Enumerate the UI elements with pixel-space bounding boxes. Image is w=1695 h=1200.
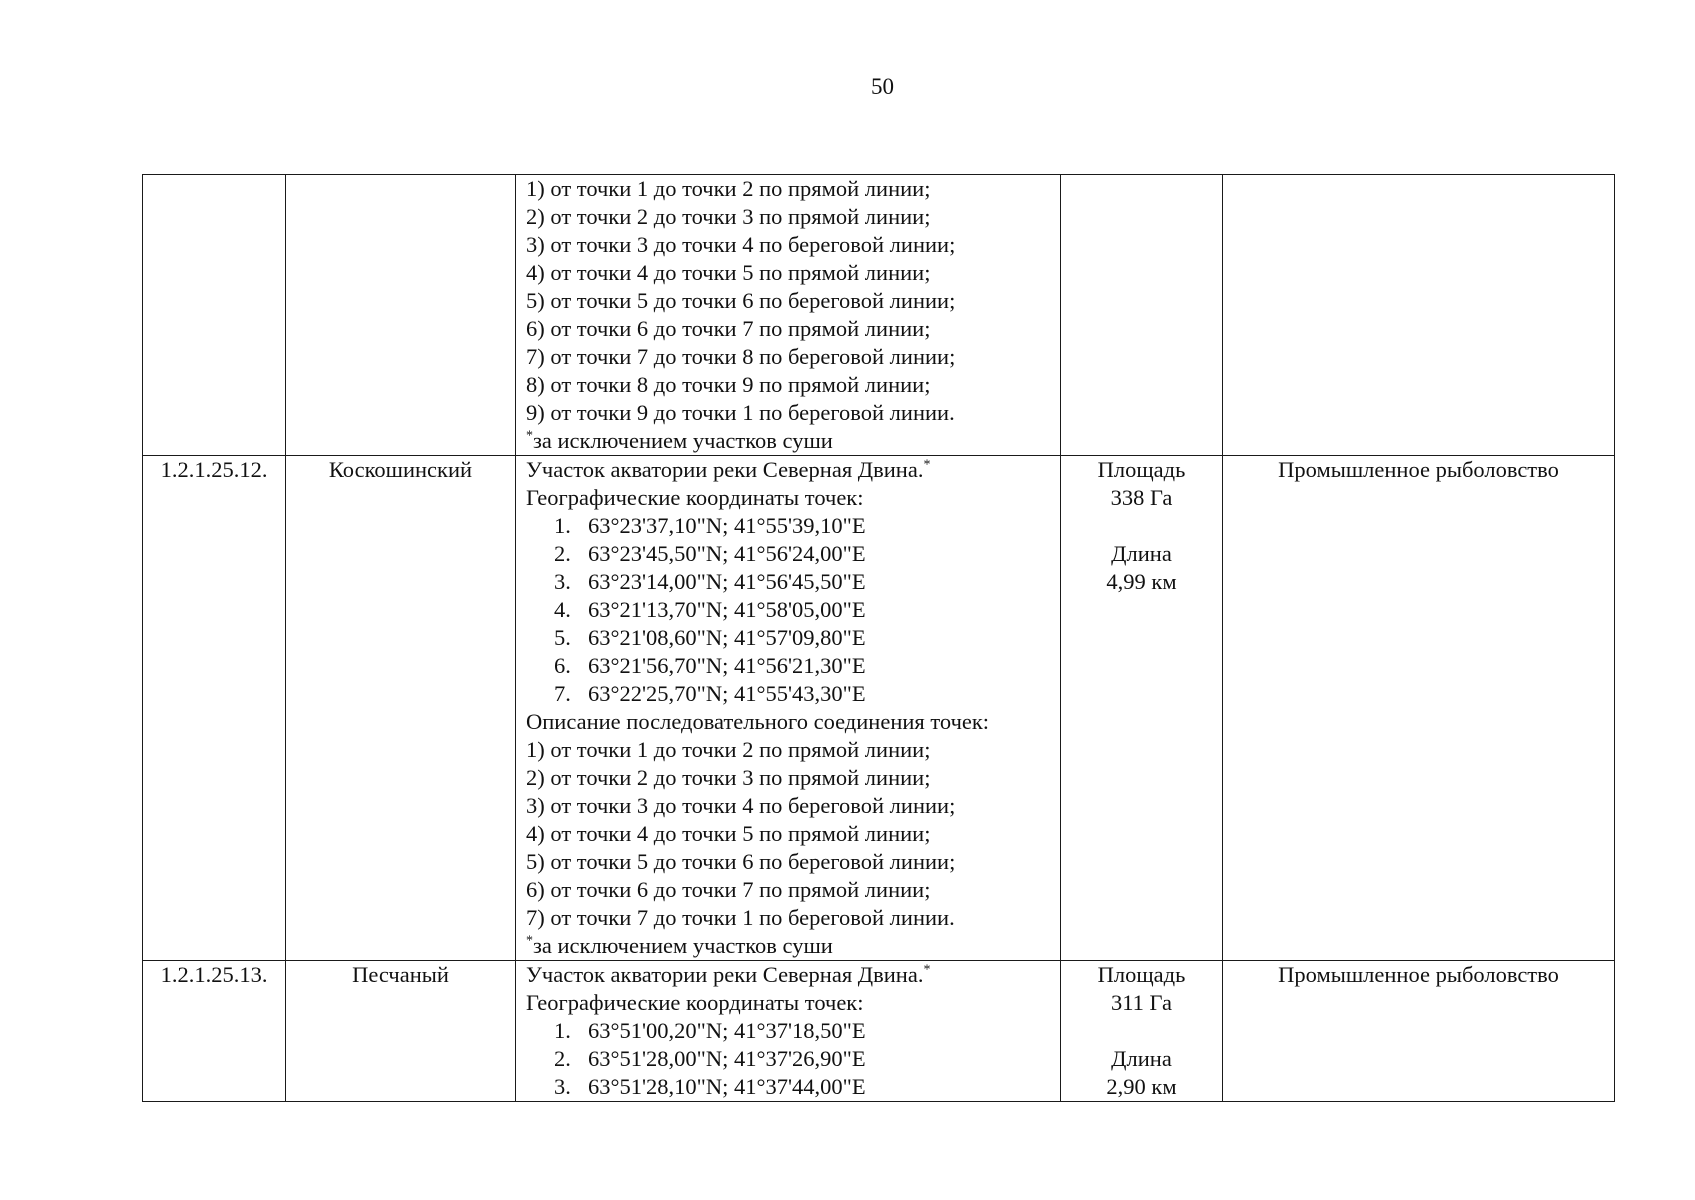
- area-size: [1061, 175, 1223, 456]
- footnote-asterisk: *: [923, 457, 931, 473]
- area-size: [1061, 456, 1223, 961]
- connection-line: 2) от точки 2 до точки 3 по прямой линии;: [526, 765, 931, 790]
- length-value: 4,99 км: [1106, 569, 1177, 594]
- length-label: Длина: [1111, 1046, 1172, 1071]
- coordinate-item: 5. 63°21'08,60"N; 41°57'09,80"E: [554, 625, 866, 650]
- connection-line: 1) от точки 1 до точки 2 по прямой линии;: [526, 737, 931, 762]
- area-name: [286, 175, 516, 456]
- length-value: 2,90 км: [1106, 1074, 1177, 1099]
- footnote: *за исключением участков суши: [526, 428, 833, 453]
- footnote-asterisk: *: [526, 933, 533, 949]
- connection-line: 3) от точки 3 до точки 4 по береговой линии;: [526, 793, 956, 818]
- footnote-asterisk: *: [923, 962, 931, 978]
- area-name: Коскошинский: [286, 456, 516, 961]
- connection-line: 9) от точки 9 до точки 1 по береговой линии.: [526, 400, 955, 425]
- row-number: 1.2.1.25.12.: [143, 456, 286, 961]
- connection-line: 2) от точки 2 до точки 3 по прямой линии;: [526, 204, 931, 229]
- coordinate-item: 6. 63°21'56,70"N; 41°56'21,30"E: [554, 653, 866, 678]
- coordinate-item: 4. 63°21'13,70"N; 41°58'05,00"E: [554, 597, 866, 622]
- page-number: 50: [871, 74, 894, 99]
- area-value: 338 Га: [1110, 485, 1173, 510]
- table-row: [143, 175, 1615, 456]
- row-number: [143, 175, 286, 456]
- connection-line: 4) от точки 4 до точки 5 по прямой линии;: [526, 260, 931, 285]
- usage-type: Промышленное рыболовство: [1223, 456, 1615, 961]
- area-title: Участок акватории реки Северная Двина.*: [526, 457, 931, 482]
- table-row: [143, 456, 1615, 961]
- footnote: *за исключением участков суши: [526, 933, 833, 958]
- usage-type: [1223, 175, 1615, 456]
- connection-line: 8) от точки 8 до точки 9 по прямой линии;: [526, 372, 931, 397]
- length-label: Длина: [1111, 541, 1172, 566]
- row-number: 1.2.1.25.13.: [143, 961, 286, 1102]
- fishing-areas-table: [142, 174, 1615, 1102]
- connection-line: 5) от точки 5 до точки 6 по береговой линии;: [526, 288, 956, 313]
- coords-label: Географические координаты точек:: [526, 485, 864, 510]
- connection-line: 1) от точки 1 до точки 2 по прямой линии;: [526, 176, 931, 201]
- connection-line: 3) от точки 3 до точки 4 по береговой линии;: [526, 232, 956, 257]
- connection-line: 7) от точки 7 до точки 1 по береговой линии.: [526, 905, 955, 930]
- connection-line: 4) от точки 4 до точки 5 по прямой линии;: [526, 821, 931, 846]
- footnote-asterisk: *: [526, 428, 533, 444]
- table-row: [143, 961, 1615, 1102]
- area-description: [516, 961, 1061, 1102]
- coordinate-item: 2. 63°51'28,00"N; 41°37'26,90"E: [554, 1046, 866, 1071]
- connection-line: 7) от точки 7 до точки 8 по береговой линии;: [526, 344, 956, 369]
- area-label: Площадь: [1097, 457, 1186, 482]
- coordinate-item: 7. 63°22'25,70"N; 41°55'43,30"E: [554, 681, 866, 706]
- coordinate-item: 1. 63°23'37,10"N; 41°55'39,10"E: [554, 513, 866, 538]
- coordinate-item: 3. 63°51'28,10"N; 41°37'44,00"E: [554, 1074, 866, 1099]
- coords-label: Географические координаты точек:: [526, 990, 864, 1015]
- area-size: [1061, 961, 1223, 1102]
- coordinate-item: 3. 63°23'14,00"N; 41°56'45,50"E: [554, 569, 866, 594]
- coordinate-item: 1. 63°51'00,20"N; 41°37'18,50"E: [554, 1018, 866, 1043]
- area-description: [516, 175, 1061, 456]
- area-value: 311 Га: [1111, 990, 1172, 1015]
- connection-line: 6) от точки 6 до точки 7 по прямой линии;: [526, 316, 931, 341]
- area-label: Площадь: [1097, 962, 1186, 987]
- coordinate-item: 2. 63°23'45,50"N; 41°56'24,00"E: [554, 541, 866, 566]
- area-name: Песчаный: [286, 961, 516, 1102]
- area-title: Участок акватории реки Северная Двина.*: [526, 962, 931, 987]
- connection-line: 6) от точки 6 до точки 7 по прямой линии;: [526, 877, 931, 902]
- connection-line: 5) от точки 5 до точки 6 по береговой линии;: [526, 849, 956, 874]
- connection-label: Описание последовательного соединения точек:: [526, 709, 990, 734]
- area-description: [516, 456, 1061, 961]
- usage-type: Промышленное рыболовство: [1223, 961, 1615, 1102]
